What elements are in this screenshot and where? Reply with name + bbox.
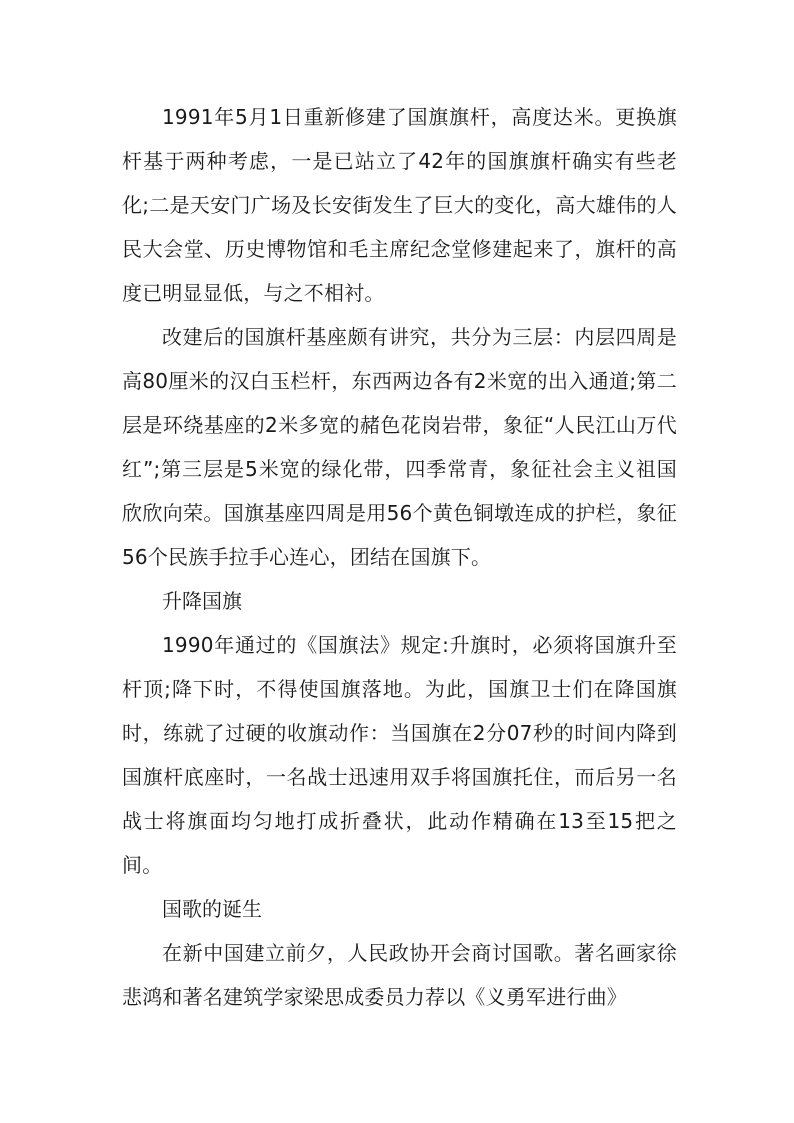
- paragraph-flag-law: 1990年通过的《国旗法》规定:升旗时，必须将国旗升至杆顶;降下时，不得使国旗落地。为此，国旗卫士们在降国旗时，练就了过硬的收旗动作：当国旗在2分07秒的时间内降到国旗杆底座时，一名战士迅速用双手将国旗托住，而后另一名战士将旗面均匀地打成折叠状，此动作精确在13至15把之间。: [122, 633, 677, 877]
- section-heading-flag-raising: 升降国旗: [162, 589, 242, 613]
- paragraph-anthem: 在新中国建立前夕，人民政协开会商讨国歌。著名画家徐悲鸿和著名建筑学家梁思成委员力荐以《义勇军进行曲》: [122, 941, 677, 1009]
- paragraph-flagpole-rebuild: 1991年5月1日重新修建了国旗旗杆，高度达米。更换旗杆基于两种考虑，一是已站立了42年的国旗旗杆确实有些老化;二是天安门广场及长安街发生了巨大的变化，高大雄伟的人民大会堂、历史博物馆和毛主席纪念堂修建起来了，旗杆的高度已明显显低，与之不相衬。: [122, 105, 677, 305]
- paragraph-flagpole-base: 改建后的国旗杆基座颇有讲究，共分为三层：内层四周是高80厘米的汉白玉栏杆，东西两边各有2米宽的出入通道;第二层是环绕基座的2米多宽的赭色花岗岩带，象征“人民江山万代红”;第三层是5米宽的绿化带，四季常青，象征社会主义祖国欣欣向荣。国旗基座四周是用56个黄色铜墩连成的护栏，象征56个民族手拉手心连心，团结在国旗下。: [122, 325, 677, 569]
- document-body: [122, 95, 677, 1019]
- section-heading-anthem-birth: 国歌的诞生: [162, 897, 262, 921]
